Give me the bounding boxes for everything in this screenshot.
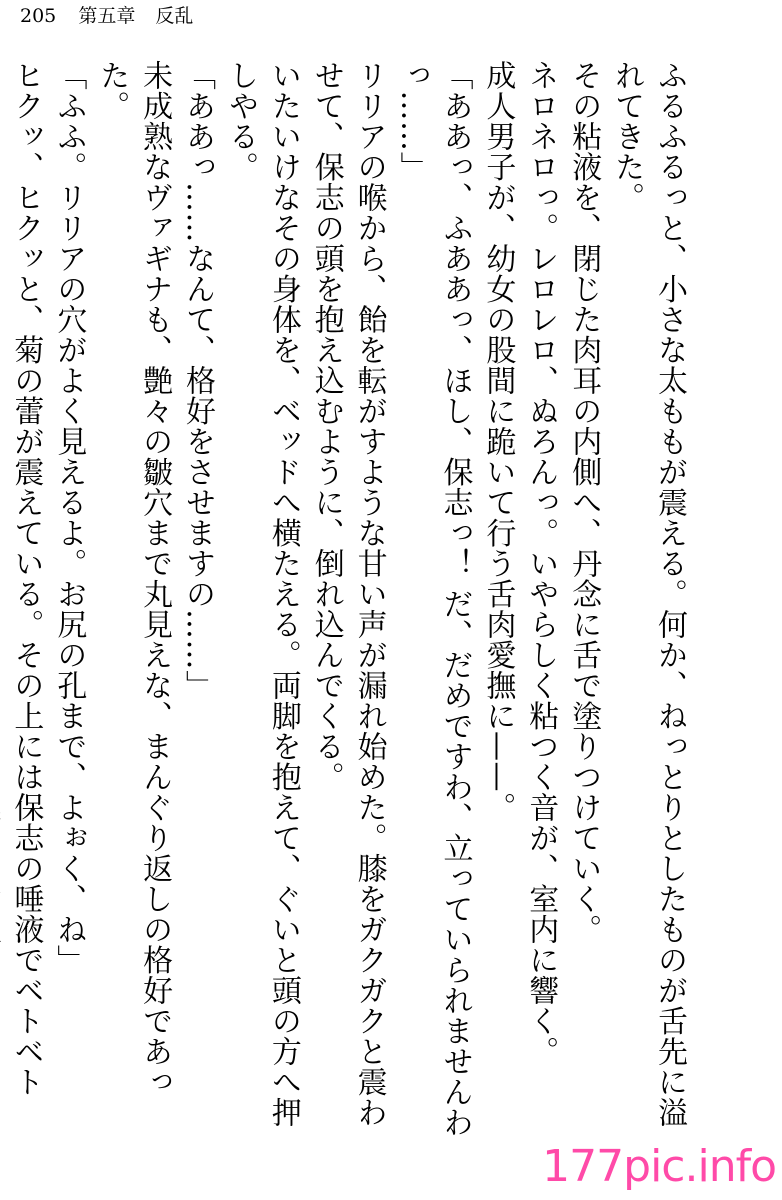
chapter-label: 第五章 [78,5,136,27]
paragraph: いたいけなその身体を、ベッドへ横たえる。両脚を抱えて、ぐいと頭の方へ押しやる。 [222,60,301,1128]
paragraph: 「ふふ。リリアの穴がよく見えるよ。お尻の孔まで、よぉく、ね」 [51,60,87,975]
paragraph: 未成熟なヴァギナも、艶々の皺穴まで丸見えな、まんぐり返しの格好であった。 [94,60,173,1097]
paragraph: 「ああっ……なんて、格好をさせますの……」 [180,60,216,701]
paragraph: 「ああっ、ふああっ、ほし、保志っ！ だ、だめですわ、立っていられませんわっ……」 [394,60,473,1138]
paragraph: その粘液を、閉じた肉耳の内側へ、丹念に舌で塗りつけていく。 [566,60,602,945]
paragraph: ヒクッ、ヒクッと、菊の蕾が震えている。その上には保志の唾液でベトベト [8,60,44,1097]
paragraph: ふるふるっと、小さな太ももが震える。何か、ねっとりとしたものが舌先に溢れてきた。 [609,60,687,1128]
running-header [20,2,193,30]
chapter-title: 反乱 [155,5,194,27]
page-number: 205 [20,5,57,27]
paragraph: リリアの喉から、飴を転がすような甘い声が漏れ始めた。膝をガクガクと震わせて、保志の頭を抱え込むように、倒れ込んでくる。 [308,60,387,1128]
watermark: 177pic.info [542,1141,776,1192]
paragraph: 成人男子が、幼女の股間に跪いて行う舌肉愛撫に——。 [480,60,516,823]
paragraph: ネロネロっ。レロレロ、ぬろんっ。いやらしく粘つく音が、室内に響く。 [523,60,559,1067]
body-text [0,60,690,1140]
